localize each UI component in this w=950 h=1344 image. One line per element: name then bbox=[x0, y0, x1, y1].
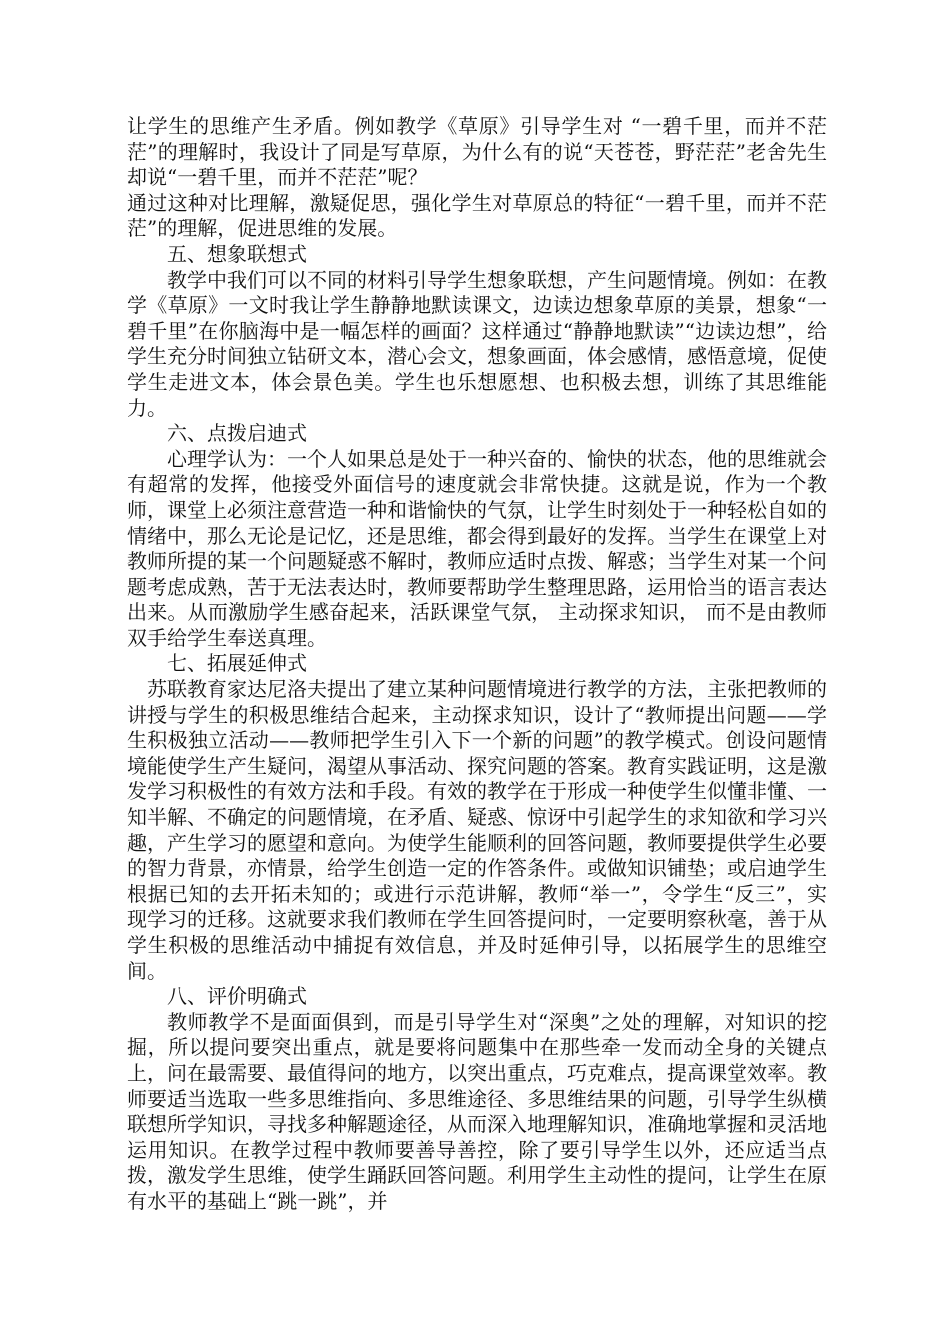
section-heading-7: 七、拓展延伸式 bbox=[167, 651, 307, 676]
document-page bbox=[127, 114, 827, 1215]
paragraph-3: 教学中我们可以不同的材料引导学生想象联想，产生问题情境。例如：在教学《草原》一文时我让学生静静地默读课文，边读边想象草原的美景，想象“一碧千里”在你脑海中是一幅怎样的画面？这样通过“静静地默读”“边读边想”，给学生充分时间独立钻研文本，潜心会文，想象画面，体会感情，感悟意境，促使学生走进文本，体会景色美。学生也乐想愿想、也积极去想，训练了其思维能力。 bbox=[127, 267, 827, 420]
paragraph-2: 通过这种对比理解，激疑促思，强化学生对草原总的特征“一碧千里，而并不茫茫”的理解，促进思维的发展。 bbox=[127, 190, 827, 241]
paragraph-6: 教师教学不是面面俱到，而是引导学生对“深奥”之处的理解，对知识的挖掘，所以提问要突出重点，就是要将问题集中在那些牵一发而动全身的关键点上，问在最需要、最值得问的地方，以突出重点，巧克难点，提高课堂效率。教师要适当选取一些多思维指向、多思维途径、多思维结果的问题，引导学生纵横联想所学知识，寻找多种解题途径，从而深入地理解知识，准确地掌握和灵活地运用知识。在教学过程中教师要善导善控，除了要引导学生以外，还应适当点拨，激发学生思维，使学生踊跃回答问题。利用学生主动性的提问，让学生在原有水平的基础上“跳一跳”，并 bbox=[127, 1009, 827, 1213]
paragraph-1: 让学生的思维产生矛盾。例如教学《草原》引导学生对 “一碧千里，而并不茫茫”的理解时，我设计了同是写草原，为什么有的说“天苍苍，野茫茫”老舍先生却说“一碧千里，而并不茫茫”呢？ bbox=[127, 114, 827, 190]
section-heading-5: 五、想象联想式 bbox=[167, 241, 307, 266]
paragraph-4: 心理学认为：一个人如果总是处于一种兴奋的、愉快的状态，他的思维就会有超常的发挥，他接受外面信号的速度就会非常快捷。这就是说，作为一个教师，课堂上必须注意营造一种和谐愉快的气氛，让学生时刻处于一种轻松自如的情绪中，那么无论是记忆，还是思维，都会得到最好的发挥。当学生在课堂上对教师所提的某一个问题疑惑不解时，教师应适时点拨、解惑；当学生对某一个问题考虑成熟，苦于无法表达时，教师要帮助学生整理思路，运用恰当的语言表达出来。从而激励学生感奋起来，活跃课堂气氛， 主动探求知识， 而不是由教师双手给学生奉送真理。 bbox=[127, 446, 827, 650]
section-heading-6: 六、点拨启迪式 bbox=[167, 421, 307, 446]
paragraph-5: 苏联教育家达尼洛夫提出了建立某种问题情境进行教学的方法，主张把教师的讲授与学生的积极思维结合起来，主动探求知识，设计了“教师提出问题——学生积极独立活动——教师把学生引入下一个新的问题”的教学模式。创设问题情境能使学生产生疑问，渴望从事活动、探究问题的答案。教育实践证明，这是激发学习积极性的有效方法和手段。有效的教学在于形成一种使学生似懂非懂、一知半解、不确定的问题情境，在矛盾、疑惑、惊讶中引起学生的求知欲和学习兴趣，产生学习的愿望和意向。为使学生能顺利的回答问题，教师要提供学生必要的智力背景，亦情景，给学生创造一定的作答条件。或做知识铺垫；或启迪学生根据已知的去开拓未知的；或进行示范讲解，教师“举一”，令学生“反三”，实现学习的迁移。这就要求我们教师在学生回答提问时，一定要明察秋毫，善于从学生积极的思维活动中捕捉有效信息，并及时延伸引导，以拓展学生的思维空间。 bbox=[127, 677, 827, 983]
section-heading-8: 八、评价明确式 bbox=[167, 984, 307, 1009]
